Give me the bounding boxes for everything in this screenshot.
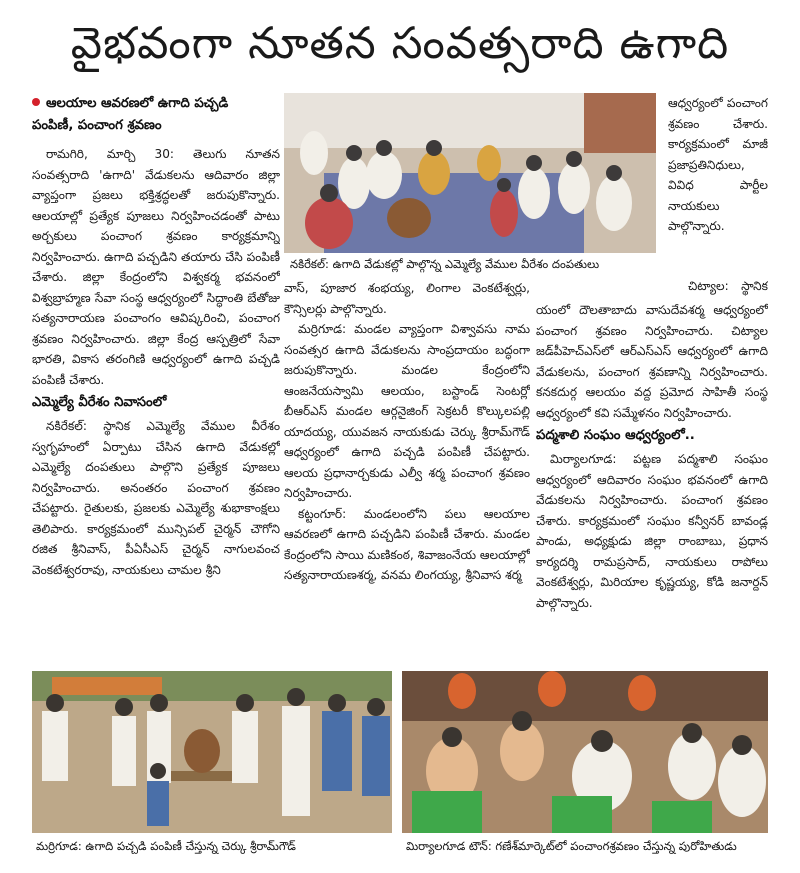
bottom-left-caption: మర్రిగూడ: ఉగాది పచ్చడి పంపిణీ చేస్తున్న చెర్కు శ్రీరామ్‌గౌడ్ bbox=[36, 839, 296, 853]
kicker-line-1: ఆలయాల ఆవరణలో ఉగాది పచ్చడి bbox=[46, 96, 229, 111]
col1-paragraph-1: రామగిరి, మార్చి 30: తెలుగు నూతన సంవత్సరాది 'ఉగాది' వేడుకలను ఆదివారం జిల్లా వ్యాప్తంగా ప్రజలు భక్తిశ్రద్ధలతో జరుపుకొన్నారు. ఆలయాల్లో ప్రత్యేక పూజలు నిర్వహించడంతో పాటు అర్చకులు పంచాంగ శ్రవణం కార్యక్రమాన్ని నిర్వహించారు. ఉగాది పచ్చడిని తయారు చేసి పంపిణీ చేశారు. జిల్లా కేంద్రంలోని విశ్వకర్మ భవనంలో విశ్వబ్రాహ్మణ సేవా సంస్థ ఆధ్వర్యంలో సిద్ధాంతి బేతోజు సత్యనారాయణ పంచాంగం ఆవిష్కరించి, పంచాంగ శ్రవణం నిర్వహించారు. జిల్లా కేంద్ర ఆస్పత్రిలో సేవా భారతి, వికాస తరంగిణి ఆధ్వర్యంలో ఉగాది పచ్చడి పంపిణీ చేశారు. bbox=[32, 147, 280, 387]
kicker bbox=[32, 93, 280, 137]
col3-top-paragraph: ఆధ్వర్యంలో పంచాంగ శ్రవణం చేశారు. కార్యక్రమంలో మాజీ ప్రజాప్రతినిధులు, వివిధ పార్టీల నాయకులు పాల్గొన్నారు. bbox=[668, 96, 768, 233]
column-3-mid bbox=[688, 276, 768, 298]
main-photo-image bbox=[284, 93, 656, 253]
col2-paragraph-2: మర్రిగూడ: మండల వ్యాప్తంగా విశ్వావసు నామ సంవత్సర ఉగాది వేడుకలను సాంప్రదాయం బద్ధంగా జరుపుకొన్నారు. మండల కేంద్రంలోని ఆంజనేయస్వామి ఆలయం, బస్టాండ్ సెంటర్లో బీఆర్ఎస్ మండల ఆర్గనైజింగ్ సెక్రటరీ కొల్కులపల్లి యాదయ్య, యువజన నాయకుడు చెర్కు శ్రీరామ్‌గౌడ్ ఆధ్వర్యంలో ఉగాది పచ్చడి పంపిణీ చేపట్టారు. ఆలయ ప్రధానార్చకుడు ఎల్వీ శర్మ పంచాంగ శ్రవణం నిర్వహించారు. bbox=[284, 322, 530, 500]
bottom-right-photo bbox=[402, 671, 768, 833]
col3-paragraph-2: మిర్యాలగూడ: పట్టణ పద్మశాలి సంఘం ఆధ్వర్యంలో ఆదివారం సంఘం భవనంలో ఉగాది వేడుకలను నిర్వహించారు. పంచాంగ శ్రవణం చేశారు. కార్యక్రమంలో సంఘం కన్వీనర్ బావండ్ల పాండు, అధ్యక్షుడు జిల్లా రాంబాబు, ప్రధాన కార్యదర్శి రామప్రసాద్, నాయకులు రాపోలు వెంకటేశ్వర్లు, మిరియాల కృష్ణయ్య, కోడి జనార్దన్ పాల్గొన్నారు. bbox=[536, 452, 768, 610]
col3-paragraph-1: యంలో దౌలతాబాదు వాసుదేవశర్మ ఆధ్వర్యంలో పంచాంగ శ్రవణం నిర్వహించారు. చిట్యాల జడ్‌పీహెచ్ఎస్‌లో ఆర్ఎస్ఎస్ ఆధ్వర్యంలో ఉగాది వేడుకలను, పంచాంగ శ్రవణాన్ని నిర్వహించారు. కనకదుర్గ ఆలయం వద్ద ప్రమోద సాహితీ సంస్థ ఆధ్వర్యంలో కవి సమ్మేళనం నిర్వహించారు. bbox=[536, 303, 768, 420]
col2-paragraph-3: కట్టంగూర్: మండలంలోని పలు ఆలయాల ఆవరణలో ఉగాది పచ్చడిని పంపిణీ చేశారు. మండల కేంద్రంలోని సాయి మణికంఠ, శివాజంనేయ ఆలయాల్లో సత్యనారాయణశర్మ, వనమ లింగయ్య, శ్రీనివాస శర్మ bbox=[284, 506, 530, 582]
bottom-right-caption: మిర్యాలగూడ టౌన్: గణేశ్‌మార్కెట్‌లో పంచాంగశ్రవణం చేస్తున్న పురోహితుడు bbox=[406, 839, 737, 853]
col3-mid-paragraph: చిట్యాల: స్థానిక bbox=[688, 279, 768, 293]
col1-paragraph-2: నకిరేకల్: స్థానిక ఎమ్మెల్యే వేముల వీరేశం స్వగృహంలో ఏర్పాటు చేసిన ఉగాది వేడుకల్లో ఎమ్మెల్యే దంపతులు పాల్గొని ప్రత్యేక పూజలు నిర్వహించారు. అనంతరం పంచాంగ శ్రవణం చేపట్టారు. రైతులకు, ప్రజలకు ఎమ్మెల్యే శుభాకాంక్షలు తెలిపారు. కార్యక్రమంలో మున్సిపల్ చైర్మన్ చౌగోని రజిత శ్రీనివాస్, పీఏసీఎస్ చైర్మన్ నాగులవంచ వెంకటేశ్వరరావు, నాయకులు చామల శ్రీని bbox=[32, 419, 280, 577]
bullet-dot-icon bbox=[32, 98, 40, 106]
main-photo bbox=[284, 93, 656, 253]
col1-subhead: ఎమ్మెల్యే వీరేశం నివాసంలో bbox=[32, 395, 167, 410]
col2-paragraph-1: వాస్, పూజార శంభయ్య, లింగాల వెంకటేశ్వర్లు, కౌన్సిలర్లు పాల్గొన్నారు. bbox=[284, 281, 530, 316]
main-photo-caption: నకిరేకల్: ఉగాది వేడుకల్లో పాల్గొన్న ఎమ్మెల్యే వేముల వీరేశం దంపతులు bbox=[290, 257, 600, 271]
column-3 bbox=[536, 300, 768, 654]
col3-subhead: పద్మశాలి సంఘం ఆధ్వర్యంలో.. bbox=[536, 428, 695, 443]
column-3-top bbox=[668, 93, 768, 269]
bottom-left-photo bbox=[32, 671, 392, 833]
bottom-left-photo-image bbox=[32, 671, 392, 833]
headline: వైభవంగా నూతన సంవత్సరాది ఉగాది bbox=[70, 18, 730, 69]
kicker-line-2: పంపిణీ, పంచాంగ శ్రవణం bbox=[32, 118, 162, 133]
column-2 bbox=[284, 278, 530, 654]
column-1 bbox=[32, 144, 280, 654]
bottom-right-photo-image bbox=[402, 671, 768, 833]
